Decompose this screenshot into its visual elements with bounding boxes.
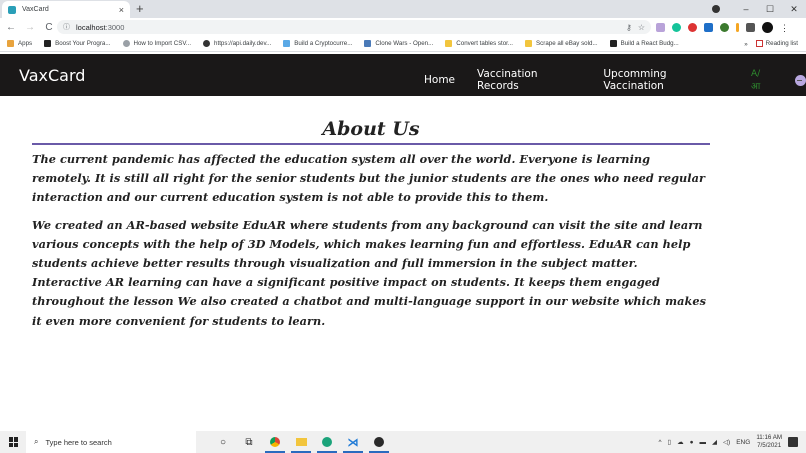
browser-tab-vaxcard[interactable] (2, 1, 130, 18)
clone-wars-icon (364, 40, 371, 47)
bookmark-item[interactable]: Scrape all eBay sold... (525, 40, 598, 47)
address-bar[interactable] (57, 20, 651, 34)
edge-icon[interactable] (314, 431, 340, 453)
clock-date: 7/5/2021 (757, 442, 782, 449)
reading-list-icon (756, 40, 763, 47)
tray-app-icon[interactable]: ▯ (667, 439, 672, 446)
forward-button[interactable]: → (25, 21, 35, 33)
password-key-icon[interactable]: ⚷ (625, 22, 632, 32)
profile-avatar[interactable] (762, 22, 773, 33)
wifi-icon[interactable]: ◢ (712, 439, 718, 446)
reading-list-button[interactable]: Reading list (756, 40, 798, 47)
address-host: localhost (76, 22, 106, 32)
extension-face-icon[interactable] (688, 23, 697, 32)
new-tab-button[interactable]: + (136, 1, 144, 16)
clock[interactable] (756, 434, 782, 450)
vscode-icon[interactable]: ⋊ (340, 431, 366, 453)
windows-start-icon[interactable] (9, 437, 19, 447)
page-title: About Us (322, 118, 420, 140)
tab-close-icon[interactable]: × (118, 4, 124, 15)
windows-taskbar (0, 431, 806, 453)
about-paragraph-2: We created an AR-based website EduAR where students from any background can visit the site and learn various concepts with the help of 3D Models, which makes learning fun and effortless. EduAR can help students achieve better results through visualization and full immersion in the subject matter. Interactive AR learning can have a significant positive impact on students. It keeps them engaged throughout the lesson We also created a chatbot and multi-language support in our website which makes it even more convenient for students to learn. (32, 217, 707, 328)
bookmark-item[interactable]: https://api.daily.dev... (203, 40, 271, 47)
clock-time: 11:16 AM (756, 434, 782, 441)
heading-divider (32, 143, 710, 145)
python-icon (525, 40, 532, 47)
taskbar-search-input[interactable] (26, 431, 196, 453)
language-toggle[interactable]: A/आ (750, 68, 761, 92)
obs-icon[interactable] (366, 431, 392, 453)
bookmark-item[interactable]: Build a Cryptocurre... (283, 40, 352, 47)
search-icon: ⌕ (34, 437, 39, 446)
bookmark-item[interactable]: Convert tables stor... (445, 40, 513, 47)
task-view-icon[interactable]: ⧉ (245, 436, 253, 448)
extension-blue-square-icon[interactable] (704, 23, 713, 32)
extension-pencil-icon[interactable] (736, 23, 739, 32)
nav-vaccination-records[interactable]: Vaccination Records (477, 68, 538, 92)
microphone-icon[interactable]: ● (689, 438, 694, 446)
notifications-icon[interactable] (788, 437, 798, 447)
address-port: :3000 (105, 22, 125, 32)
about-paragraph-1: The current pandemic has affected the education system all over the world. Everyone is learning remotely. It is still all right for the senior students but the junior students are the ones who need regular interaction and our current education system is not able to provide this to them. (32, 152, 706, 205)
system-tray (658, 431, 806, 453)
site-info-icon[interactable]: ⓘ (63, 24, 70, 31)
react-favicon-icon (8, 6, 16, 14)
grammarly-icon[interactable] (672, 23, 681, 32)
browser-tabstrip (0, 0, 806, 18)
close-window-button[interactable]: ✕ (790, 3, 798, 14)
nav-links (424, 68, 806, 92)
app-navbar (0, 54, 806, 96)
maximize-button[interactable]: ☐ (765, 3, 775, 14)
minimize-button[interactable]: – (743, 4, 749, 14)
dev-a-icon (610, 40, 617, 47)
apps-grid-icon (7, 40, 14, 47)
python-icon (445, 40, 452, 47)
bookmark-item[interactable]: Build a React Budg... (610, 40, 679, 47)
bookmarks-bar (0, 36, 806, 52)
bookmarks-overflow-button[interactable]: » (744, 40, 748, 48)
input-language[interactable]: ENG (736, 438, 751, 446)
reload-button[interactable]: C (45, 21, 53, 33)
brand-logo[interactable]: VaxCard (19, 66, 86, 85)
chrome-menu-icon[interactable]: ⋮ (780, 22, 789, 33)
globe-gray-icon (123, 40, 130, 47)
record-icon[interactable] (712, 5, 720, 13)
tab-title: VaxCard (22, 6, 49, 13)
browser-toolbar (0, 18, 806, 36)
extension-turtle-icon[interactable] (720, 23, 729, 32)
about-section (32, 116, 710, 331)
file-explorer-icon[interactable] (288, 431, 314, 453)
extensions-area (656, 20, 789, 34)
crypto-icon (283, 40, 290, 47)
tray-chevron-icon[interactable]: ^ (658, 438, 662, 446)
nav-home[interactable]: Home (424, 74, 456, 86)
dailydev-icon (203, 40, 210, 47)
bookmark-apps[interactable]: Apps (7, 40, 32, 47)
onedrive-icon[interactable]: ☁ (677, 439, 684, 446)
cortana-icon[interactable]: ○ (219, 436, 227, 448)
extensions-puzzle-icon[interactable] (746, 23, 755, 32)
battery-icon[interactable]: ▬ (699, 438, 707, 446)
bookmark-item[interactable]: Boost Your Progra... (44, 40, 110, 47)
nav-upcoming-vaccination[interactable]: Upcomming Vaccination (603, 68, 667, 92)
window-controls (712, 0, 806, 18)
search-placeholder: Type here to search (45, 437, 112, 447)
taskbar-apps (210, 431, 392, 453)
theme-toggle-icon[interactable] (795, 75, 806, 86)
bookmark-star-icon[interactable]: ☆ (637, 22, 645, 32)
bookmark-item[interactable]: Clone Wars - Open... (364, 40, 433, 47)
dev-a-icon (44, 40, 51, 47)
volume-icon[interactable]: ◁) (723, 439, 731, 446)
extension-purple-icon[interactable] (656, 23, 665, 32)
bookmark-item[interactable]: How to Import CSV... (123, 40, 192, 47)
back-button[interactable]: ← (6, 21, 16, 33)
chrome-taskbar-icon[interactable] (262, 431, 288, 453)
